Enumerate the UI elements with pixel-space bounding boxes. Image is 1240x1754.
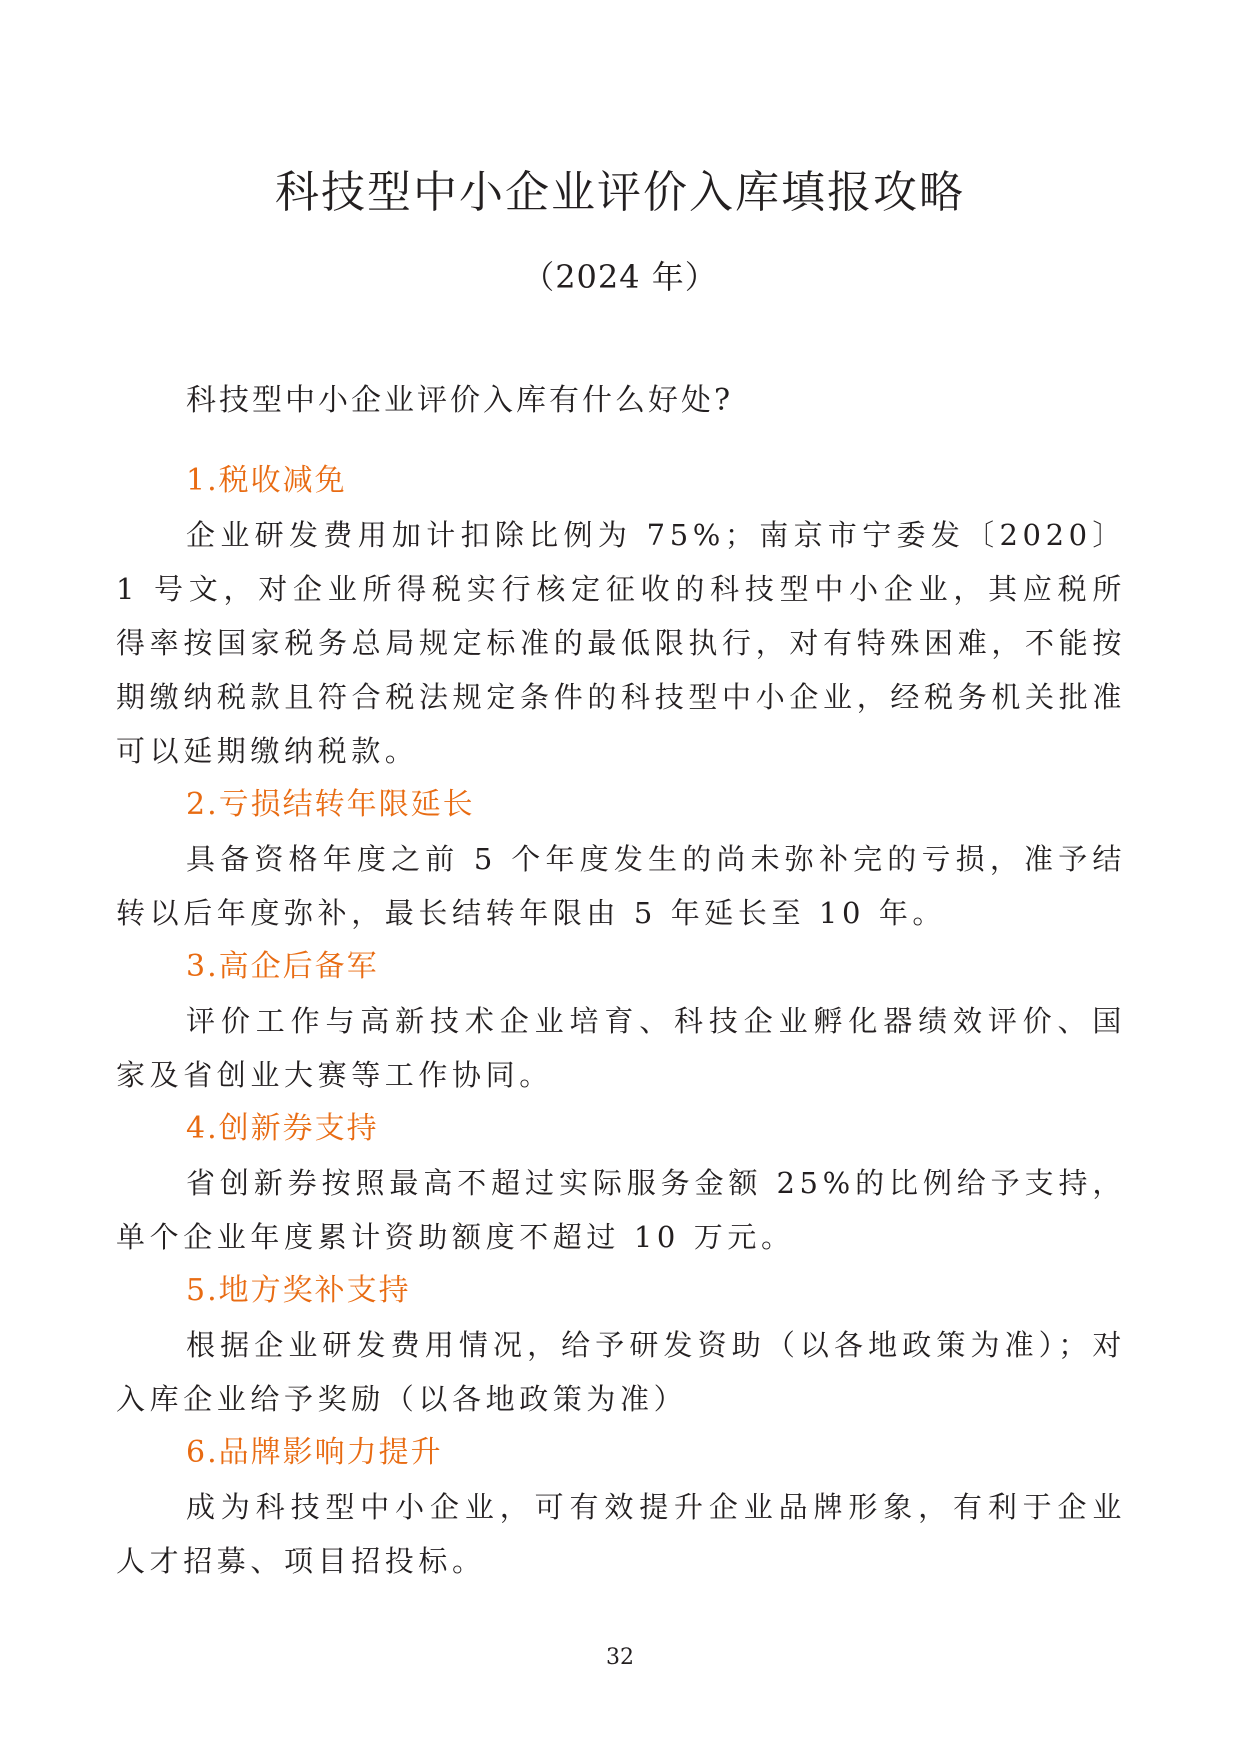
section-local-subsidy (116, 1264, 1126, 1426)
section-body: 成为科技型中小企业，可有效提升企业品牌形象，有利于企业人才招募、项目招投标。 (116, 1490, 1126, 1578)
section-tax-relief (116, 454, 1126, 778)
section-heading: 4.创新券支持 (186, 1111, 379, 1146)
section-high-tech-reserve (116, 940, 1126, 1102)
section-body: 具备资格年度之前 5 个年度发生的尚未弥补完的亏损，准予结转以后年度弥补，最长结转年限由 5 年延长至 10 年。 (116, 842, 1126, 930)
main-content (116, 378, 1126, 1588)
section-brand-influence (116, 1426, 1126, 1588)
section-heading: 1.税收减免 (186, 463, 347, 498)
section-heading: 5.地方奖补支持 (186, 1273, 411, 1308)
section-heading: 3.高企后备军 (186, 949, 379, 984)
section-heading: 2.亏损结转年限延长 (186, 787, 475, 822)
section-body: 省创新券按照最高不超过实际服务金额 25%的比例给予支持，单个企业年度累计资助额度不超过 10 万元。 (116, 1166, 1126, 1254)
section-body: 企业研发费用加计扣除比例为 75%；南京市宁委发〔2020〕1 号文，对企业所得税实行核定征收的科技型中小企业，其应税所得率按国家税务总局规定标准的最低限执行，对有特殊困难，不能按期缴纳税款且符合税法规定条件的科技型中小企业，经税务机关批准可以延期缴纳税款。 (116, 518, 1126, 768)
section-innovation-voucher (116, 1102, 1126, 1264)
section-loss-carryforward (116, 778, 1126, 940)
section-body: 根据企业研发费用情况，给予研发资助（以各地政策为准）；对入库企业给予奖励（以各地政策为准） (116, 1328, 1126, 1416)
section-heading: 6.品牌影响力提升 (186, 1435, 443, 1470)
page-number: 32 (606, 1645, 634, 1670)
page-subtitle: （2024 年） (522, 258, 718, 296)
section-body: 评价工作与高新技术企业培育、科技企业孵化器绩效评价、国家及省创业大赛等工作协同。 (116, 1004, 1126, 1092)
question-heading: 科技型中小企业评价入库有什么好处? (186, 383, 734, 418)
page-title: 科技型中小企业评价入库填报攻略 (275, 167, 965, 218)
